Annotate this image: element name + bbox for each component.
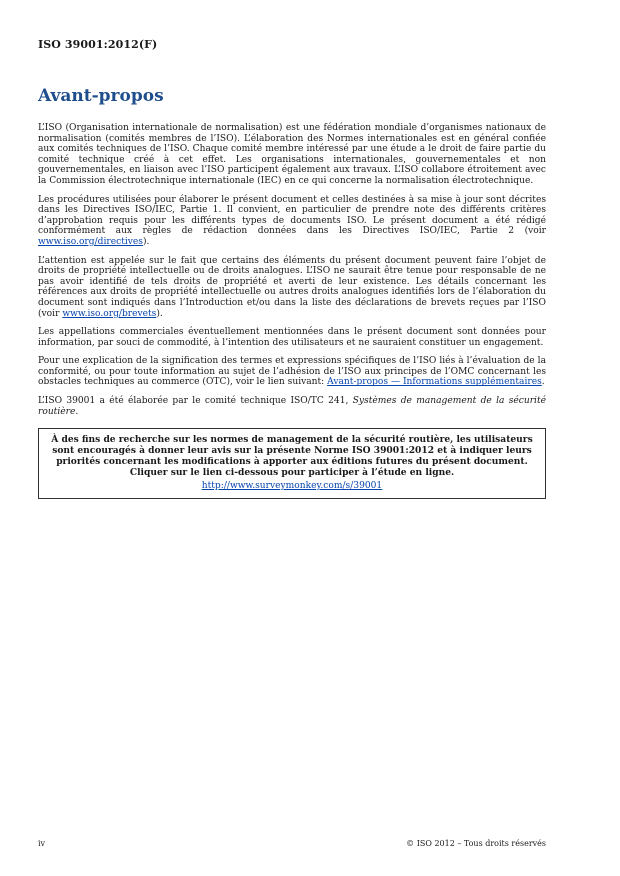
paragraph-patents xyxy=(38,256,546,320)
paragraph-committee-text: L’ISO 39001 a été élaborée par le comité technique ISO/TC 241, xyxy=(38,396,353,407)
paragraph-patents-end: ). xyxy=(156,308,163,319)
page-title: Avant-propos xyxy=(38,86,164,106)
survey-notice-box xyxy=(38,428,546,499)
foreword-body xyxy=(38,123,546,499)
directives-link[interactable]: www.iso.org/directives xyxy=(38,236,143,247)
committee-title: Systèmes de management de la sécurité routière xyxy=(38,396,546,417)
paragraph-procedures-end: ). xyxy=(142,236,150,247)
supplementary-info-link[interactable]: Avant-propos — Informations supplémentaires xyxy=(327,377,542,388)
paragraph-committee-end: . xyxy=(75,406,79,417)
survey-link[interactable]: http://www.surveymonkey.com/s/39001 xyxy=(201,481,383,492)
paragraph-committee xyxy=(38,396,546,417)
paragraph-procedures-text: Les procédures utilisées pour élaborer le présent document et celles destinées à sa mise à jour sont décrites dans les Directives ISO/IEC, Partie 1. Il convient, en particulier de prendre note des différents critères d’approbation requis pour les différents types de documents ISO. Le présent document a été rédigé conformément aux règles de rédaction données dans les Directives ISO/IEC, Partie 2 (voir xyxy=(38,194,546,237)
paragraph-patents-text: L’attention est appelée sur le fait que certains des éléments du présent document peuvent faire l’objet de droits de propriété intellectuelle ou de droits analogues. L’ISO ne saurait être tenue pour responsable de ne pas avoir identifié de tels droits de propriété et averti de leur existence. Les détails concernant les références aux droits de propriété intellectuelle ou autres droits analogues identifiés lors de l’élaboration du document sont indiqués dans l’Introduction et/ou dans la liste des déclarations de brevets reçues par l’ISO (voir xyxy=(38,255,546,319)
paragraph-conformity-end: . xyxy=(541,377,545,388)
page-number: iv xyxy=(38,839,46,848)
document-code: ISO 39001:2012(F) xyxy=(38,38,158,51)
survey-notice-text: À des fins de recherche sur les normes de management de la sécurité routière, les utilisateurs sont encouragés à donner leur avis sur la présente Norme ISO 39001:2012 et à indiquer leurs priorités concernant les modifications à apporter aux éditions futures du présent document. Cliquer sur le lien ci-dessous pour participer à l’étude en ligne. xyxy=(51,434,533,479)
paragraph-conformity-text: Pour une explication de la signification des termes et expressions spécifiques de l’ISO liés à l’évaluation de la conformité, ou pour toute information au sujet de l’adhésion de l’ISO aux principes de l’OMC concernant les obstacles techniques au commerce (OTC), voir le lien suivant: xyxy=(38,356,546,388)
paragraph-procedures xyxy=(38,195,546,248)
paragraph-conformity xyxy=(38,356,546,388)
paragraph-trade-names: Les appellations commerciales éventuellement mentionnées dans le présent document sont données pour information, par souci de commodité, à l’intention des utilisateurs et ne sauraient constituer un engagement. xyxy=(38,327,546,348)
copyright-notice: © ISO 2012 – Tous droits réservés xyxy=(406,839,546,848)
patents-link[interactable]: www.iso.org/brevets xyxy=(62,308,157,319)
paragraph-iso-intro: L’ISO (Organisation internationale de normalisation) est une fédération mondiale d’organismes nationaux de normalisation (comités membres de l’ISO). L’élaboration des Normes internationales est en général confiée aux comités techniques de l’ISO. Chaque comité membre intéressé par une étude a le droit de faire partie du comité technique créé à cet effet. Les organisations internationales, gouvernementales et non gouvernementales, en liaison avec l’ISO participent également aux travaux. L’ISO collabore étroitement avec la Commission électrotechnique internationale (IEC) en ce qui concerne la normalisation électrotechnique. xyxy=(38,123,546,186)
